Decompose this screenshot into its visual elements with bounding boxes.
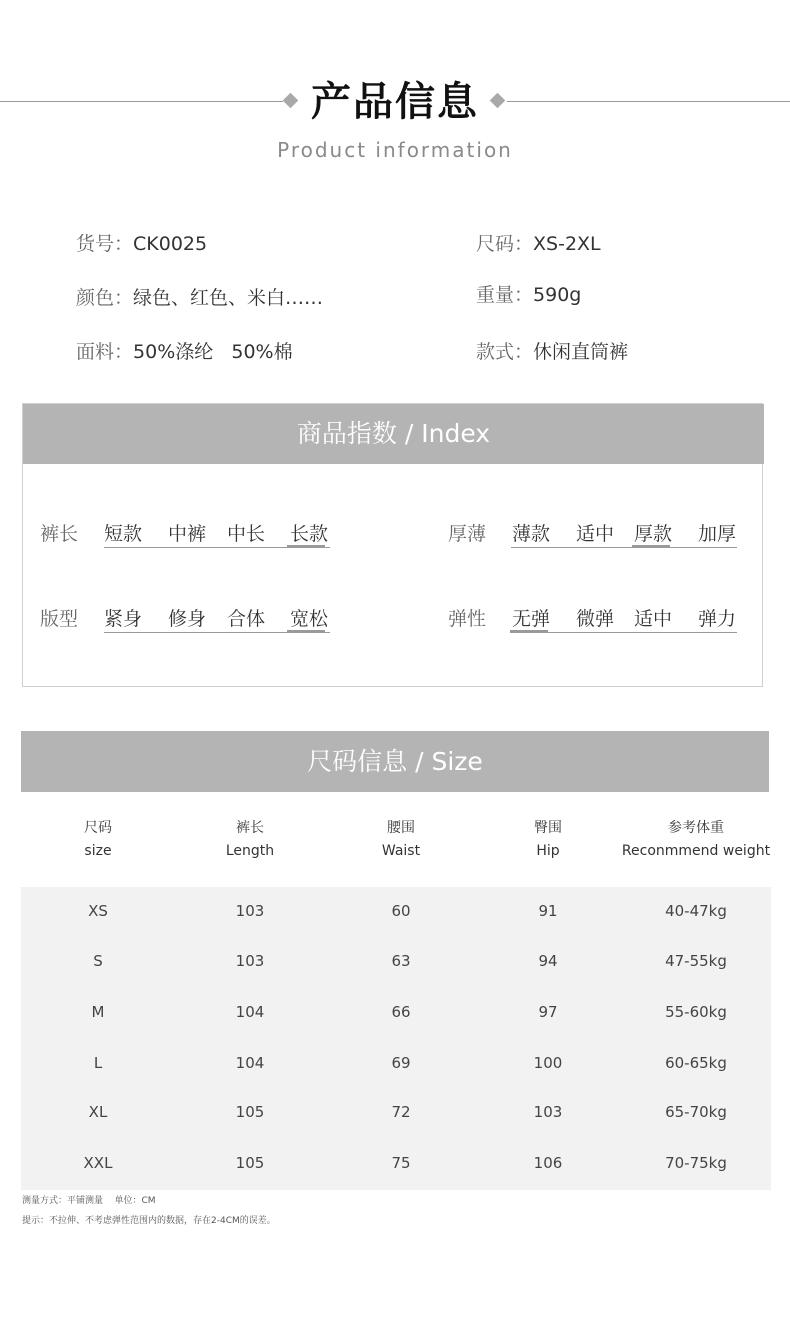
info-color-value: 绿色、红色、米白…… (133, 287, 324, 309)
table-cell: 104 (235, 1003, 265, 1021)
index-option-fit-0: 紧身 (104, 608, 143, 630)
table-cell: 47-55kg (665, 952, 727, 970)
info-code-label: 货号： (76, 233, 134, 255)
error-note: 提示：不拉伸、不考虑弹性范围内的数据，存在2-4CM的误差。 (22, 1216, 276, 1226)
measure-note: 测量方式：平铺测量 单位：CM (22, 1196, 156, 1206)
info-size-value: XS-2XL (533, 233, 601, 255)
index-label-elasticity: 弹性 (448, 608, 487, 630)
table-cell: 91 (538, 902, 558, 920)
table-cell: 103 (533, 1103, 563, 1121)
table-header-waist (341, 817, 461, 863)
table-cell: 105 (235, 1103, 265, 1121)
index-option-fit-3: 宽松 (290, 608, 329, 630)
index-title-bar: 商品指数 / Index (23, 404, 764, 464)
info-style (476, 337, 628, 364)
table-header-hip-en: Hip (536, 843, 560, 859)
index-option-thickness-1: 适中 (576, 523, 615, 545)
info-size-label: 尺码： (476, 233, 534, 255)
index-option-elasticity-3: 弹力 (698, 608, 737, 630)
table-cell: 100 (533, 1054, 563, 1072)
table-cell: 55-60kg (665, 1003, 727, 1021)
index-line-thickness (511, 547, 737, 548)
table-cell: 103 (235, 952, 265, 970)
table-cell: XL (88, 1103, 108, 1121)
table-cell: 106 (533, 1154, 563, 1172)
table-header-size (38, 817, 158, 863)
table-header-weight-cn: 参考体重 (668, 820, 724, 836)
info-weight-label: 重量： (476, 284, 534, 306)
info-color-label: 颜色： (76, 287, 134, 309)
table-cell: 40-47kg (665, 902, 727, 920)
info-style-value: 休闲直筒裤 (533, 341, 629, 363)
table-header-length (190, 817, 310, 863)
table-cell: 94 (538, 952, 558, 970)
info-fabric-value: 50%涤纶 50%棉 (133, 341, 293, 363)
table-cell: 97 (538, 1003, 558, 1021)
info-style-label: 款式： (476, 341, 534, 363)
info-code-value: CK0025 (133, 233, 208, 255)
table-cell: M (91, 1003, 105, 1021)
table-cell: 66 (391, 1003, 411, 1021)
table-cell: 104 (235, 1054, 265, 1072)
info-color (76, 283, 323, 310)
page-subtitle: Product information (277, 138, 513, 162)
table-cell: 72 (391, 1103, 411, 1121)
index-option-thickness-3: 加厚 (698, 523, 737, 545)
table-header-weight-en: Reconmmend weight (621, 843, 771, 859)
table-cell: 103 (235, 902, 265, 920)
table-cell: S (93, 952, 103, 970)
table-cell: 63 (391, 952, 411, 970)
info-fabric (76, 337, 293, 364)
table-header-waist-en: Waist (381, 843, 421, 859)
index-option-fit-1: 修身 (168, 608, 207, 630)
index-label-length: 裤长 (40, 523, 79, 545)
index-option-thickness-0: 薄款 (512, 523, 551, 545)
index-option-length-1: 中裤 (168, 523, 207, 545)
index-option-fit-2: 合体 (227, 608, 266, 630)
table-cell: 60 (391, 902, 411, 920)
table-header-size-cn: 尺码 (84, 820, 112, 836)
index-option-elasticity-1: 微弹 (576, 608, 615, 630)
table-cell: XS (88, 902, 108, 920)
table-header-waist-cn: 腰围 (387, 820, 415, 836)
table-cell: 60-65kg (665, 1054, 727, 1072)
info-weight-value: 590g (533, 284, 582, 306)
size-title-bar: 尺码信息 / Size (21, 731, 769, 792)
info-code (76, 229, 207, 256)
index-option-elasticity-0: 无弹 (512, 608, 551, 630)
table-cell: XXL (83, 1154, 113, 1172)
table-header-length-en: Length (225, 843, 275, 859)
page-title: 产品信息 (311, 79, 479, 125)
table-body (21, 887, 771, 1190)
table-header-hip (488, 817, 608, 863)
info-size (476, 229, 601, 256)
table-cell: L (93, 1054, 103, 1072)
table-header-hip-cn: 臀围 (534, 820, 562, 836)
table-cell: 105 (235, 1154, 265, 1172)
info-fabric-label: 面料： (76, 341, 134, 363)
index-option-length-0: 短款 (104, 523, 143, 545)
table-cell: 65-70kg (665, 1103, 727, 1121)
table-cell: 70-75kg (665, 1154, 727, 1172)
index-label-fit: 版型 (40, 608, 79, 630)
index-option-elasticity-2: 适中 (634, 608, 673, 630)
index-option-length-3: 长款 (290, 523, 329, 545)
table-header-length-cn: 裤长 (236, 820, 264, 836)
index-label-thickness: 厚薄 (448, 523, 487, 545)
table-cell: 69 (391, 1054, 411, 1072)
table-header-size-en: size (84, 843, 112, 859)
index-option-length-2: 中长 (227, 523, 266, 545)
index-option-thickness-2: 厚款 (634, 523, 673, 545)
info-weight (476, 280, 581, 307)
table-cell: 75 (391, 1154, 411, 1172)
table-header-weight (611, 817, 781, 863)
